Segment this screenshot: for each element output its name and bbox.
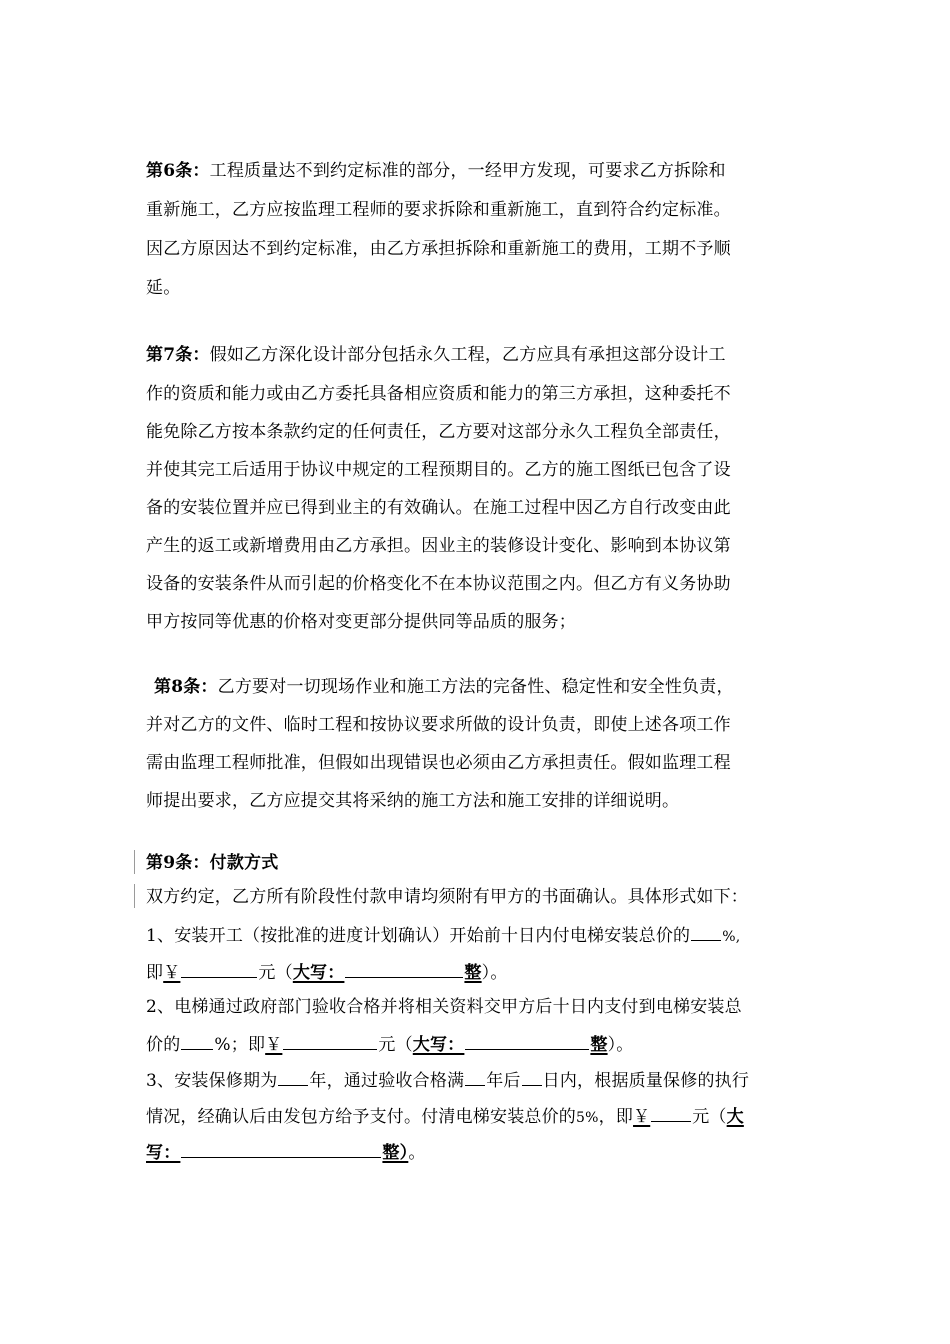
- art6-label: 第6条：: [146, 161, 210, 181]
- daxie-blank-2[interactable]: [465, 1032, 589, 1050]
- art6-line-3: 因乙方原因达不到约定标准，由乙方承担拆除和重新施工的费用，工期不予顺: [146, 239, 731, 259]
- daxie-label-2: 大写：: [412, 1035, 465, 1055]
- art9-item3-line-1: 3、安装保修期为 年，通过验收合格满 年后 日内，根据质量保修的执行: [146, 1068, 749, 1092]
- amount-blank-2[interactable]: [283, 1032, 377, 1050]
- daxie-label-1: 大写：: [292, 963, 345, 983]
- art7-line-6: 产生的返工或新增费用由乙方承担。因业主的装修设计变化、影响到本协议第: [146, 536, 731, 556]
- percent-blank-1[interactable]: [691, 923, 721, 941]
- art7-label: 第7条：: [146, 345, 210, 365]
- art8-line-1: 第8条：乙方要对一切现场作业和施工方法的完备性、稳定性和安全性负责，: [154, 677, 734, 697]
- art8-line-4: 师提出要求，乙方应提交其将采纳的施工方法和施工安排的详细说明。: [146, 791, 680, 811]
- art7-line-8: 甲方按同等优惠的价格对变更部分提供同等品质的服务；: [146, 612, 576, 632]
- days-blank[interactable]: [522, 1068, 542, 1086]
- art9-item3-line-3: 写： 整）。: [146, 1140, 426, 1164]
- art8-label: 第8条：: [154, 677, 218, 697]
- art6-line-1: 第6条：工程质量达不到约定标准的部分，一经甲方发现，可要求乙方拆除和: [146, 161, 726, 181]
- art7-line-7: 设备的安装条件从而引起的价格变化不在本协议范围之内。但乙方有义务协助: [146, 574, 731, 594]
- daxie-blank-3[interactable]: [181, 1140, 381, 1158]
- art9-intro: 双方约定，乙方所有阶段性付款申请均须附有甲方的书面确认。具体形式如下：: [146, 887, 748, 907]
- warranty-years-blank[interactable]: [278, 1068, 308, 1086]
- art7-line-1: 第7条：假如乙方深化设计部分包括永久工程，乙方应具有承担这部分设计工: [146, 345, 726, 365]
- art9-item2-line-2: 价的 %；即￥ 元（大写： 整）。: [146, 1032, 634, 1056]
- art9-heading: 第9条：付款方式: [146, 853, 279, 873]
- art9-item1-line-2: 即￥ 元（大写： 整）。: [146, 960, 508, 984]
- art7-line-4: 并使其完工后适用于协议中规定的工程预期目的。乙方的施工图纸已包含了设: [146, 460, 731, 480]
- amount-blank-3[interactable]: [651, 1104, 691, 1122]
- art7-line-5: 备的安装位置并应已得到业主的有效确认。在施工过程中因乙方自行改变由此: [146, 498, 731, 518]
- art8-line-3: 需由监理工程师批准，但假如出现错误也必须由乙方承担责任。假如监理工程: [146, 753, 731, 773]
- art9-item1-line-1: 1、安装开工（按批准的进度计划确认）开始前十日内付电梯安装总价的 %,: [146, 923, 740, 948]
- art8-line-2: 并对乙方的文件、临时工程和按协议要求所做的设计负责，即使上述各项工作: [146, 715, 731, 735]
- years-after-blank[interactable]: [465, 1068, 485, 1086]
- revision-bar-2: [134, 884, 135, 908]
- amount-blank-1[interactable]: [181, 960, 257, 978]
- daxie-blank-1[interactable]: [345, 960, 463, 978]
- daxie-label-3: 写：: [146, 1143, 181, 1163]
- art7-line-2: 作的资质和能力或由乙方委托具备相应资质和能力的第三方承担，这种委托不: [146, 384, 731, 404]
- revision-bar-1: [134, 850, 135, 874]
- art9-item3-line-2: 情况，经确认后由发包方给予支付。付清电梯安装总价的5%，即￥ 元（大: [146, 1104, 744, 1129]
- percent-blank-2[interactable]: [181, 1032, 213, 1050]
- art7-line-3: 能免除乙方按本条款约定的任何责任，乙方要对这部分永久工程负全部责任，: [146, 422, 731, 442]
- art9-item2-line-1: 2、电梯通过政府部门验收合格并将相关资料交甲方后十日内支付到电梯安装总: [146, 997, 742, 1017]
- art6-line-2: 重新施工，乙方应按监理工程师的要求拆除和重新施工，直到符合约定标准。: [146, 200, 731, 220]
- art6-line-4: 延。: [146, 278, 181, 298]
